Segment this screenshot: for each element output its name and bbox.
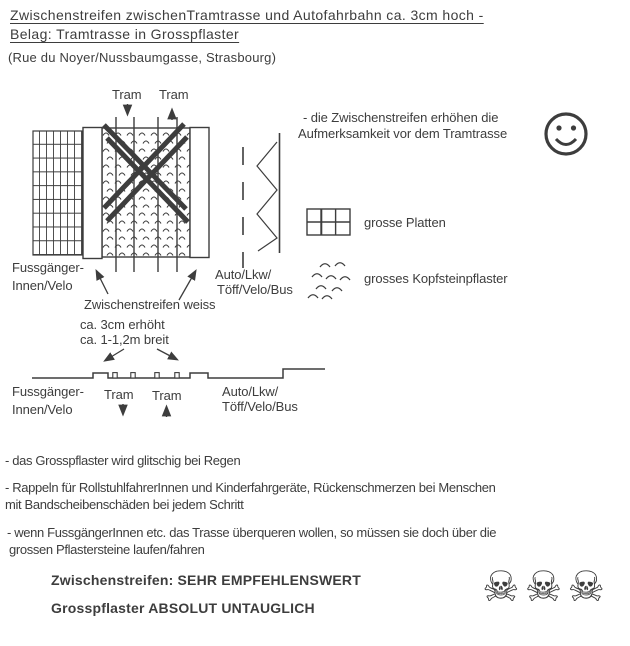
plan-note-line2: Aufmerksamkeit vor dem Tramtrasse	[298, 126, 508, 141]
section-road-label-line1: Auto/Lkw/	[222, 384, 279, 399]
skull-crossbones-icon: ☠	[482, 563, 520, 610]
note-rattling-line1: - Rappeln für RollstuhlfahrerInnen und Kinderfahrgeräte, Rückenschmerzen bei Menschen	[5, 480, 496, 495]
skull-crossbones-icon: ☠	[567, 563, 605, 610]
note-rattling-line2: mit Bandscheibenschäden bei jedem Schritt	[5, 497, 244, 512]
plan-tram-label-1: Tram	[112, 87, 142, 102]
plates-grid	[33, 131, 82, 255]
width-pointer-right	[157, 349, 176, 359]
plan-road-label-line2: Töff/Velo/Bus	[217, 282, 293, 297]
strip-note-3: ca. 1-1,2m breit	[80, 332, 169, 347]
legend-cobbles-label: grosses Kopfsteinpflaster	[364, 271, 508, 286]
section-tram-label-2: Tram	[152, 388, 182, 403]
strip-note-2: ca. 3cm erhöht	[80, 317, 165, 332]
section-pedestrian-label-line2: Innen/Velo	[12, 402, 73, 417]
conclusion-unsuitable: Grosspflaster ABSOLUT UNTAUGLICH	[51, 600, 315, 616]
page-title-line1: Zwischenstreifen zwischenTramtrasse und Autofahrbahn ca. 3cm hoch -	[10, 7, 484, 23]
median-strip-right	[190, 128, 209, 258]
width-pointer-left	[106, 349, 124, 360]
skull-crossbones-icon: ☠	[524, 563, 563, 610]
legend-plates-label: grosse Platten	[364, 215, 446, 230]
note-slippery: - das Grosspflaster wird glitschig bei Regen	[5, 453, 241, 468]
page-title-line2: Belag: Tramtrasse in Grosspflaster	[10, 26, 240, 42]
strip-pointer-left	[97, 272, 108, 294]
note-crossing-line2: grossen Pflastersteine laufen/fahren	[9, 542, 205, 557]
strip-pointer-right	[179, 272, 195, 300]
plates-legend-icon	[307, 209, 350, 235]
section-pedestrian-label-line1: Fussgänger-	[12, 384, 84, 399]
plan-pedestrian-label-line1: Fussgänger-	[12, 260, 84, 275]
plan-note-line1: - die Zwischenstreifen erhöhen die	[303, 110, 499, 125]
conclusion-recommended: Zwischenstreifen: SEHR EMPFEHLENSWERT	[51, 572, 361, 588]
median-strip-left	[83, 128, 102, 259]
page-subtitle: (Rue du Noyer/Nussbaumgasse, Strasbourg)	[8, 50, 277, 65]
rail-markers	[113, 373, 179, 378]
plan-tram-label-2: Tram	[159, 87, 189, 102]
lane-zigzag	[257, 142, 277, 251]
section-tram-label-1: Tram	[104, 387, 134, 402]
strip-note-1: Zwischenstreifen weiss	[84, 297, 216, 312]
smiley-icon	[546, 114, 586, 154]
note-crossing-line1: - wenn FussgängerInnen etc. das Trasse überqueren wollen, so müssen sie doch über die	[7, 525, 497, 540]
plan-pedestrian-label-line2: Innen/Velo	[12, 278, 73, 293]
skull-rating	[482, 563, 605, 610]
plan-road-label-line1: Auto/Lkw/	[215, 267, 272, 282]
cobbles-legend-icon	[308, 263, 350, 299]
section-road-label-line2: Töff/Velo/Bus	[222, 399, 298, 414]
